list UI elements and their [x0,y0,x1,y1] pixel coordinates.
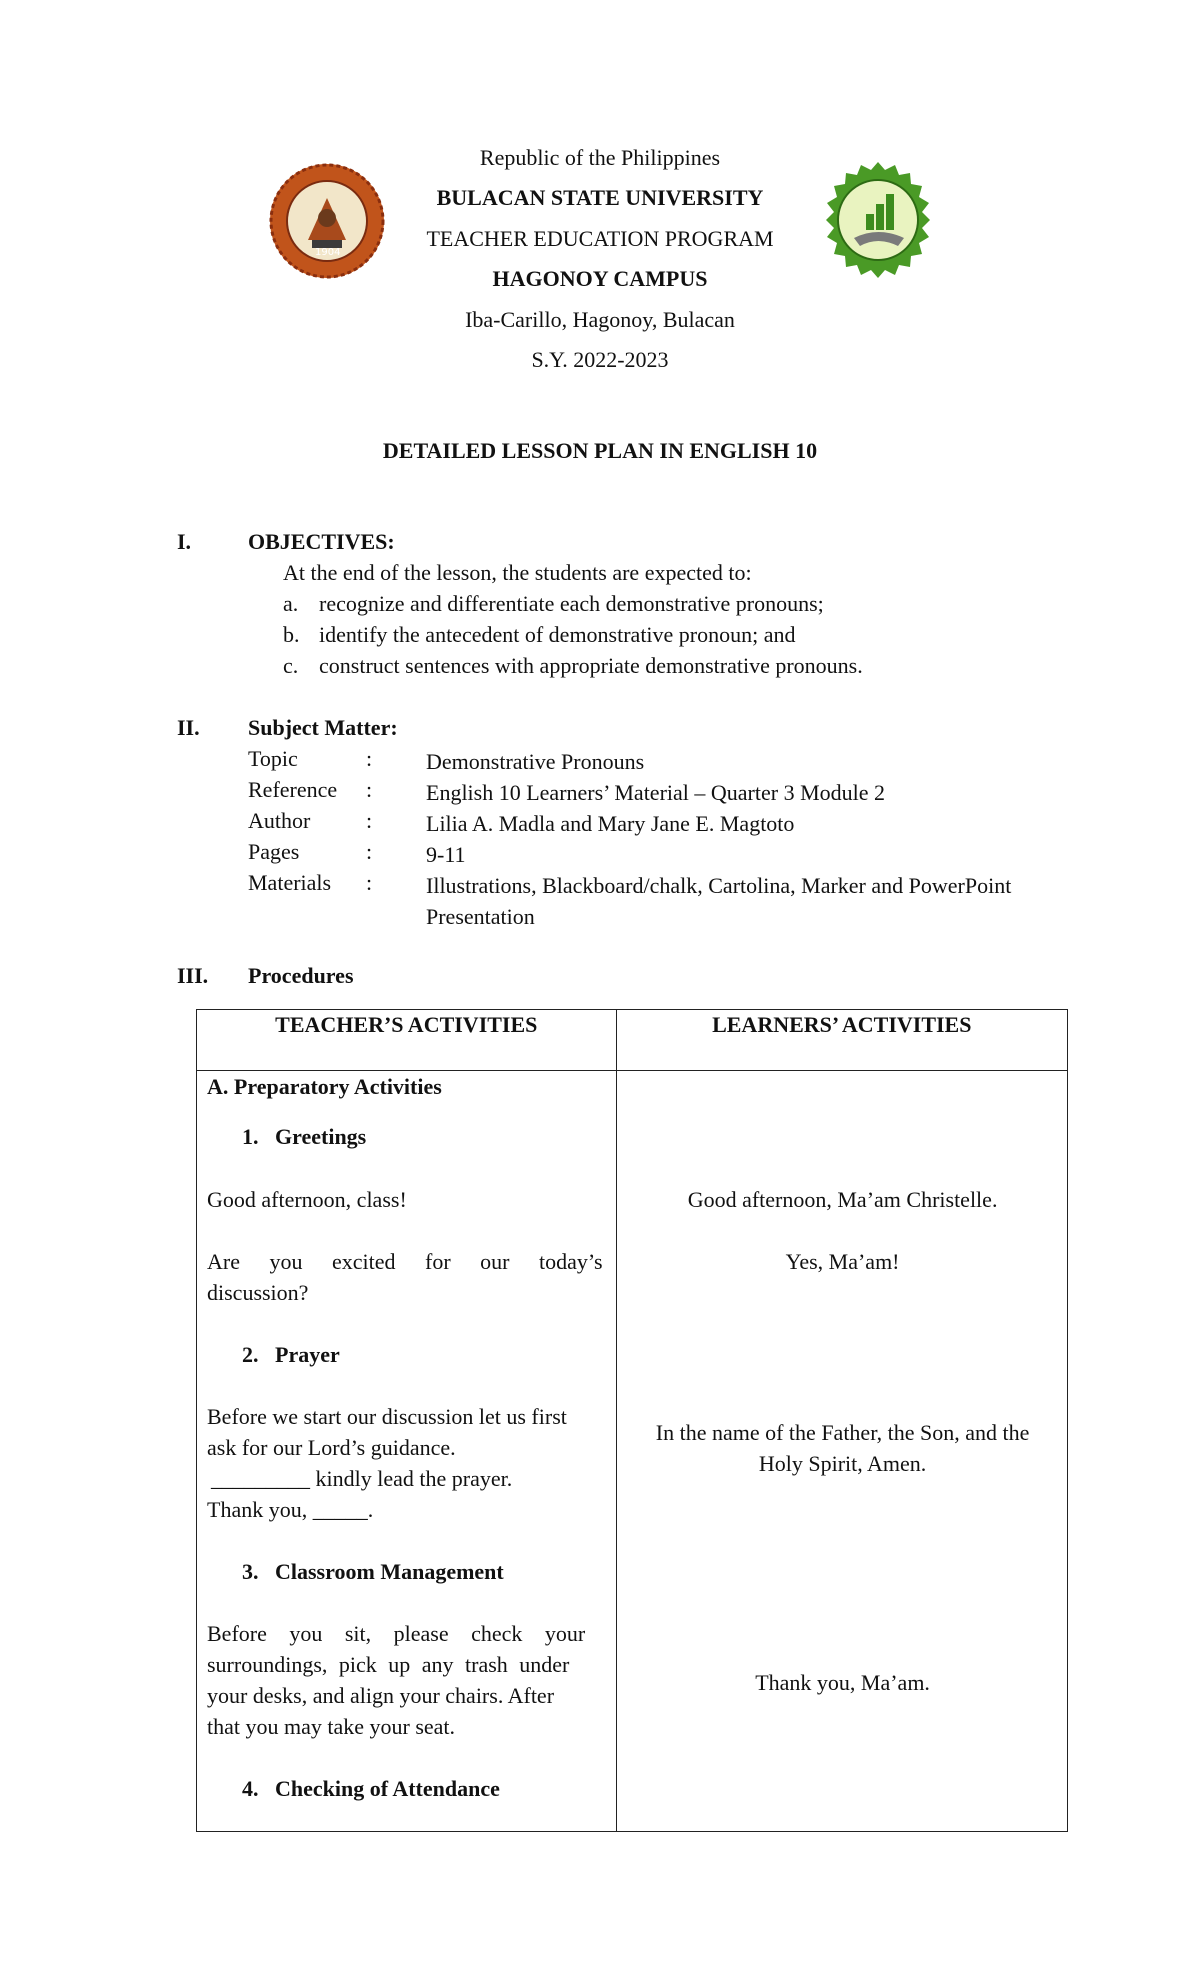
header-campus: HAGONOY CAMPUS [492,266,708,291]
step-title: Classroom Management [275,1559,504,1584]
objective-text: construct sentences with appropriate demonstrative pronouns. [319,653,863,678]
teacher-header-label: TEACHER’S ACTIVITIES [275,1012,538,1037]
subject-colon: : [366,870,373,895]
objective-text: recognize and differentiate each demonstrative pronouns; [319,591,824,616]
step-number: 4. [242,1776,259,1801]
teacher-column-header [197,1010,617,1071]
objective-item [283,653,863,679]
subject-value: English 10 Learners’ Material – Quarter 3 Module 2 [426,780,886,805]
seal-year: 1904 [315,247,341,258]
teacher-excited-line1 [207,1246,605,1277]
step-number: 3. [242,1559,259,1584]
bulsu-seal-logo [268,162,386,280]
subject-row-materials [248,870,1068,932]
learner-thanks: Thank you, Ma’am. [755,1670,930,1695]
learner-column-header [616,1010,1067,1071]
header-republic: Republic of the Philippines [479,145,721,170]
learner-header-label: LEARNERS’ ACTIVITIES [712,1012,972,1037]
subject-value: 9-11 [426,842,466,867]
subject-label: Reference [248,777,338,802]
objective-item [283,622,796,648]
step-number: 2. [242,1342,259,1367]
teacher-mgmt-line4: that you may take your seat. [207,1714,456,1739]
subject-label: Pages [248,839,300,864]
subject-row-topic [248,746,1068,776]
section-3-number: III. [177,963,209,988]
objectives-heading: OBJECTIVES: [248,529,395,554]
subject-label: Author [248,808,311,833]
teacher-prayer-line2: ask for our Lord’s guidance. [207,1435,456,1460]
header-school-year: S.Y. 2022-2023 [531,347,669,372]
section-1-number: I. [177,529,192,554]
objective-text: identify the antecedent of demonstrative pronoun; and [319,622,796,647]
step-prayer [242,1339,340,1370]
teacher-activities-cell [197,1071,617,1832]
step-title: Greetings [275,1124,367,1149]
objective-letter: a. [283,591,299,616]
teacher-mgmt-line1: Before you sit, please check your [207,1621,586,1646]
subject-value-cont: Presentation [426,904,535,929]
header-university: BULACAN STATE UNIVERSITY [436,185,764,210]
objective-letter: c. [283,653,299,678]
subject-value: Lilia A. Madla and Mary Jane E. Magtoto [426,811,795,836]
learner-yes: Yes, Ma’am! [785,1249,900,1274]
teacher-prayer-line3: _________ kindly lead the prayer. [211,1466,513,1491]
teacher-excited-text: Are you excited for our today’s [207,1249,603,1274]
table-header-row [197,1010,1068,1071]
subject-row-pages [248,839,1068,869]
subject-value: Demonstrative Pronouns [426,749,645,774]
subject-colon: : [366,777,373,802]
step-classroom-management [242,1556,504,1587]
objective-item [283,591,824,617]
learner-greeting: Good afternoon, Ma’am Christelle. [687,1187,998,1212]
page-title: DETAILED LESSON PLAN IN ENGLISH 10 [382,438,818,463]
table-row [197,1071,1068,1832]
subject-label: Topic [248,746,298,771]
learner-activities-cell [616,1071,1067,1832]
objective-letter: b. [283,622,300,647]
teacher-mgmt-line2: surroundings, pick up any trash under [207,1652,570,1677]
step-checking-attendance [242,1773,500,1804]
preparatory-heading: A. Preparatory Activities [207,1074,442,1099]
hagonoy-campus-seal-logo [818,160,938,280]
subject-colon: : [366,746,373,771]
procedures-heading: Procedures [248,963,354,988]
subject-label: Materials [248,870,332,895]
teacher-greeting: Good afternoon, class! [207,1187,407,1212]
teacher-prayer-line4: Thank you, _____. [207,1497,374,1522]
objectives-intro: At the end of the lesson, the students are expected to: [283,560,752,585]
subject-row-author [248,808,1068,838]
subject-value: Illustrations, Blackboard/chalk, Cartolina, Marker and PowerPoint [426,873,1012,898]
learner-prayer-line1: In the name of the Father, the Son, and the [655,1420,1030,1445]
subject-row-reference [248,777,1068,807]
step-title: Checking of Attendance [275,1776,500,1801]
step-title: Prayer [275,1342,340,1367]
subject-colon: : [366,839,373,864]
procedures-table [196,1009,1068,1832]
subject-colon: : [366,808,373,833]
header-program: TEACHER EDUCATION PROGRAM [426,226,774,251]
step-greetings [242,1121,366,1152]
step-number: 1. [242,1124,259,1149]
teacher-mgmt-line3: your desks, and align your chairs. After [207,1683,555,1708]
header-address: Iba-Carillo, Hagonoy, Bulacan [465,307,735,332]
subject-matter-heading: Subject Matter: [248,715,398,740]
learner-prayer-line2: Holy Spirit, Amen. [758,1451,927,1476]
section-2-number: II. [177,715,200,740]
teacher-excited-line2: discussion? [207,1280,309,1305]
teacher-prayer-line1: Before we start our discussion let us first [207,1404,567,1429]
